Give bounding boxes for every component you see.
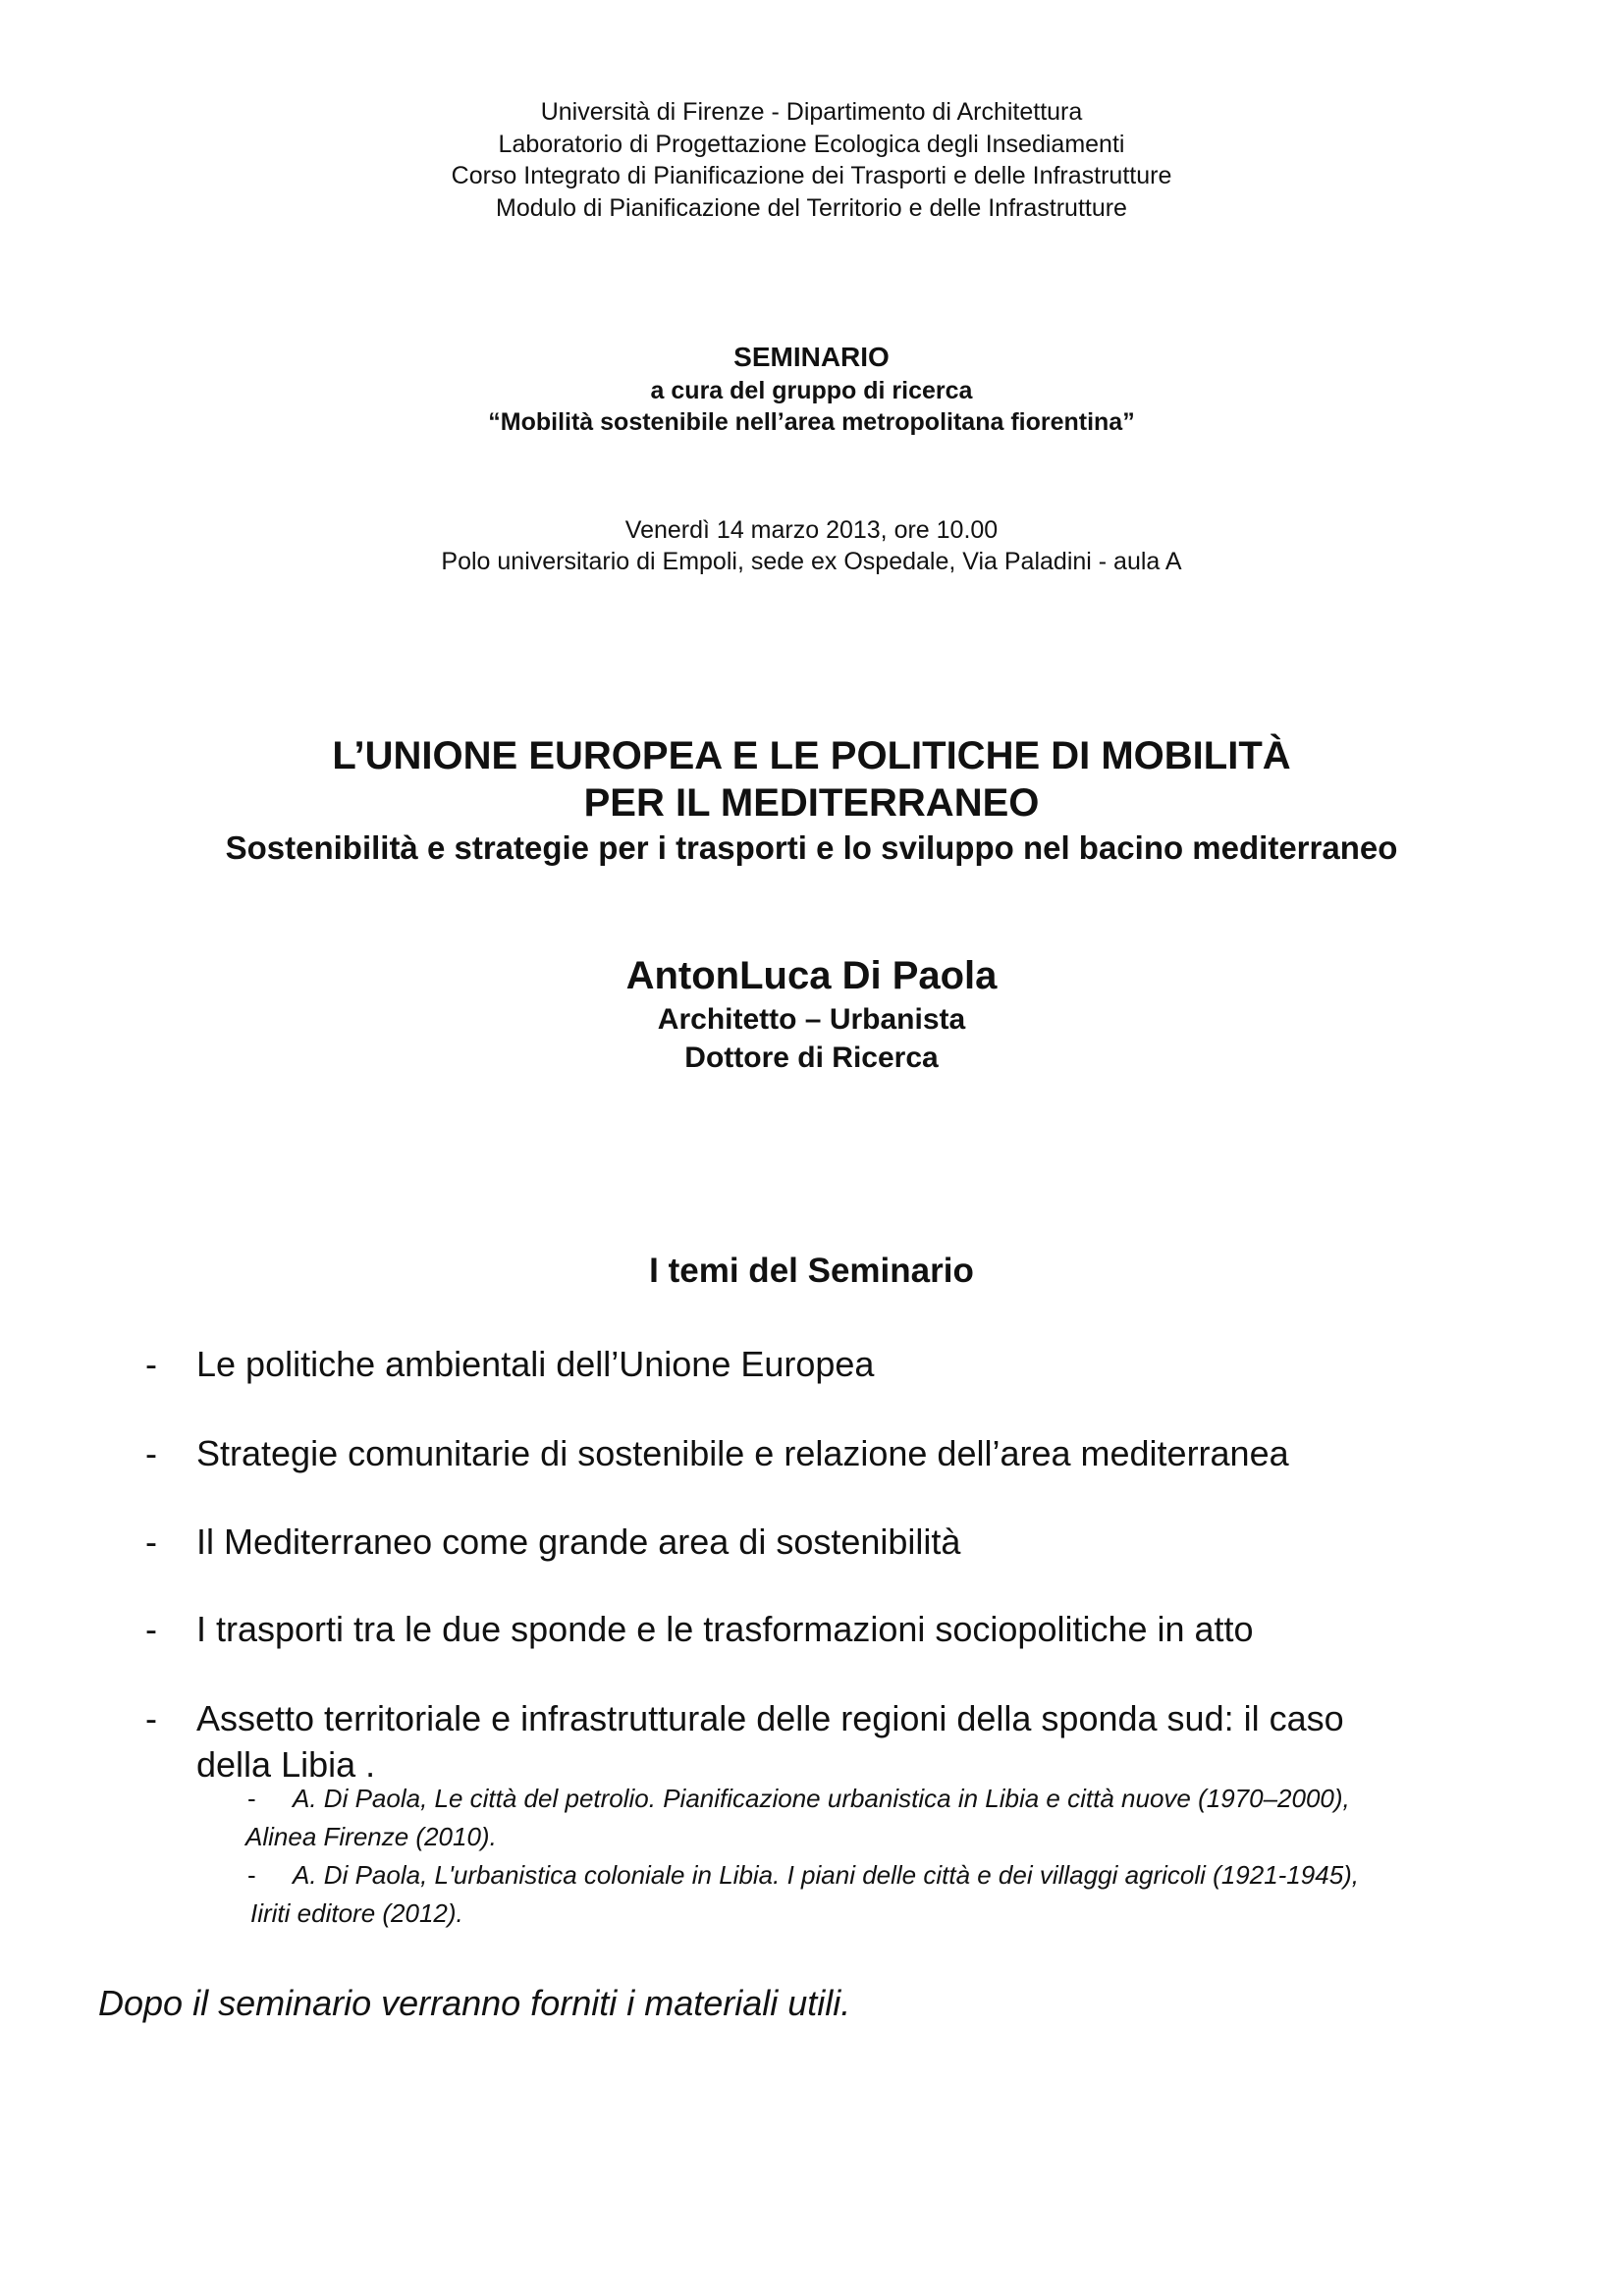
topic-text: Il Mediterraneo come grande area di sostenibilità: [196, 1522, 961, 1562]
module-line: Modulo di Pianificazione del Territorio e delle Infrastrutture: [496, 193, 1127, 222]
topic-text: Assetto territoriale e infrastrutturale delle regioni della sponda sud: il caso: [196, 1698, 1344, 1738]
subtitle: Sostenibilità e strategie per i trasporti e lo sviluppo nel bacino mediterraneo: [225, 829, 1398, 866]
course-line: Corso Integrato di Pianificazione dei Trasporti e delle Infrastrutture: [451, 162, 1172, 189]
main-title: [0, 732, 1623, 870]
reference-line-1: A. Di Paola, L'urbanistica coloniale in Libia. I piani delle città e dei villaggi agricoli (1921-1945),: [293, 1860, 1360, 1890]
seminar-label: SEMINARIO: [733, 342, 890, 372]
closing-note: Dopo il seminario verranno forniti i materiali utili.: [98, 1983, 851, 2023]
bullet-dash: -: [145, 1522, 157, 1562]
topic-text: I trasporti tra le due sponde e le trasformazioni sociopolitiche in atto: [196, 1609, 1254, 1649]
topic-text-continuation: della Libia .: [196, 1744, 376, 1785]
bullet-dash: -: [145, 1609, 157, 1649]
bullet-dash: -: [145, 1698, 157, 1738]
speaker-name: AntonLuca Di Paola: [625, 954, 998, 997]
event-datetime: Venerdì 14 marzo 2013, ore 10.00: [624, 516, 999, 544]
reference-line-2: Iiriti editore (2012).: [250, 1898, 463, 1928]
reference-continuation: [250, 1896, 463, 1931]
event-info: [0, 514, 1623, 577]
topic-text: Le politiche ambientali dell’Unione Europea: [196, 1344, 875, 1384]
reference-continuation: [245, 1820, 497, 1854]
reference-dash: -: [247, 1860, 256, 1890]
research-group-name: “Mobilità sostenibile nell’area metropolitana fiorentina”: [488, 408, 1135, 436]
topic-text: Strategie comunitarie di sostenibile e relazione dell’area mediterranea: [196, 1433, 1289, 1473]
event-location: Polo universitario di Empoli, sede ex Ospedale, Via Paladini - aula A: [441, 548, 1182, 575]
university-line: Università di Firenze - Dipartimento di Architettura: [540, 98, 1083, 126]
seminar-heading: [0, 340, 1623, 438]
bullet-dash: -: [145, 1344, 157, 1384]
topics-heading: I temi del Seminario: [649, 1252, 974, 1290]
speaker-role: Architetto – Urbanista: [657, 1003, 966, 1036]
reference-line-1: A. Di Paola, Le città del petrolio. Pianificazione urbanistica in Libia e città nuove (1970–2000),: [293, 1784, 1350, 1813]
title-line-1: L’UNIONE EUROPEA E LE POLITICHE DI MOBILITÀ: [332, 734, 1291, 777]
speaker-block: [0, 951, 1623, 1077]
reference-line-2: Alinea Firenze (2010).: [245, 1822, 497, 1851]
reference-dash: -: [247, 1784, 256, 1813]
curated-by: a cura del gruppo di ricerca: [650, 377, 973, 404]
title-line-2: PER IL MEDITERRANEO: [583, 781, 1040, 825]
institution-header: [0, 96, 1623, 224]
speaker-title: Dottore di Ricerca: [684, 1041, 939, 1074]
bullet-dash: -: [145, 1433, 157, 1473]
laboratory-line: Laboratorio di Progettazione Ecologica degli Insediamenti: [498, 130, 1125, 158]
